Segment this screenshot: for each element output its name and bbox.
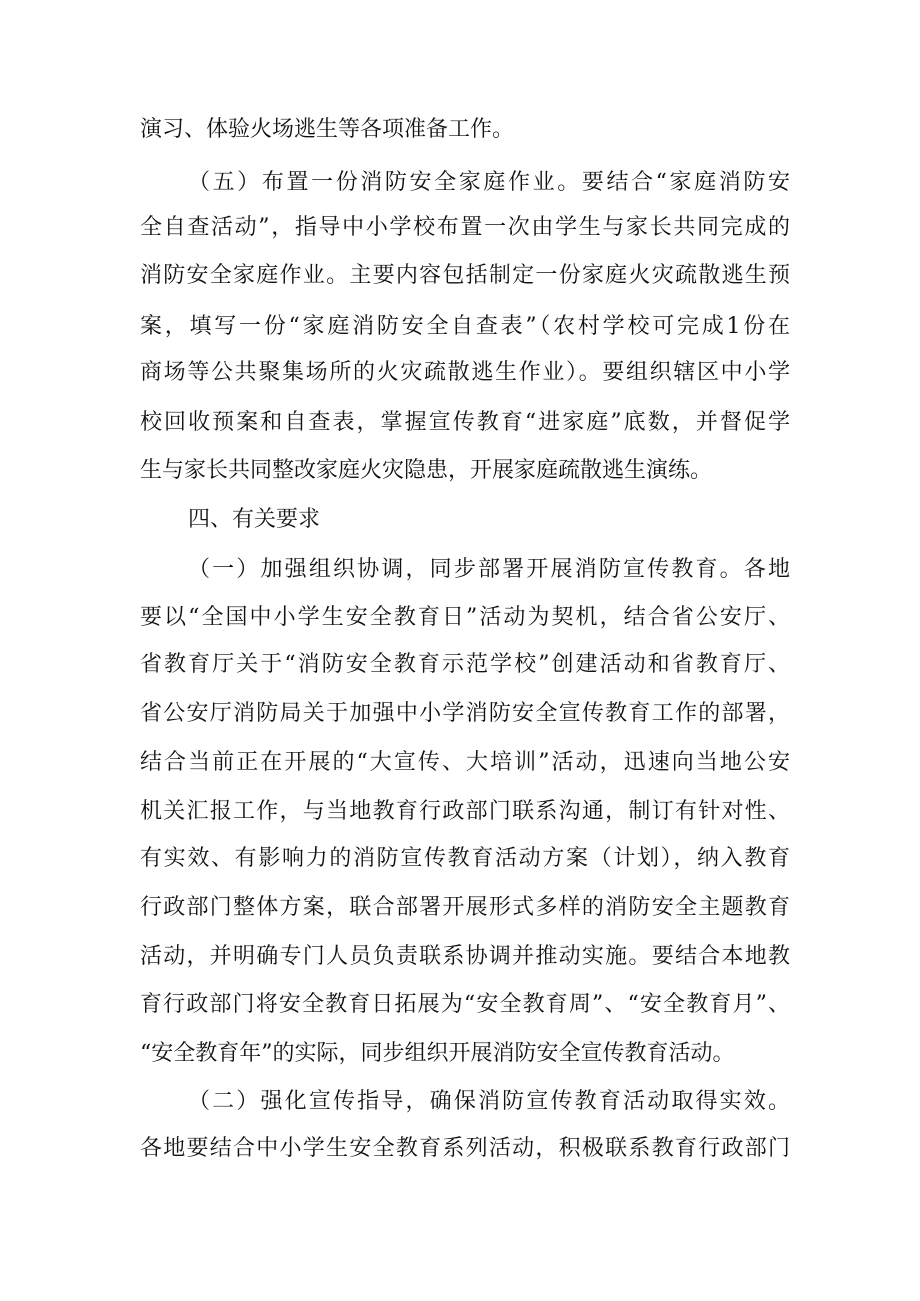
paragraph-line: 消防安全家庭作业。主要内容包括制定一份家庭火灾疏散逃生预 xyxy=(140,263,790,288)
paragraph-line: 省教育厅关于“消防安全教育示范学校”创建活动和省教育厅、 xyxy=(140,652,790,677)
paragraph-line: 演习、体验火场逃生等各项准备工作。 xyxy=(140,117,515,142)
paragraph-line: 机关汇报工作，与当地教育行政部门联系沟通，制订有针对性、 xyxy=(140,799,790,824)
paragraph-line: “安全教育年”的实际，同步组织开展消防安全宣传教育活动。 xyxy=(140,1041,735,1066)
paragraph-line: 育行政部门将安全教育日拓展为“安全教育周”、“安全教育月”、 xyxy=(140,992,790,1017)
paragraph-line: 全自查活动”，指导中小学校布置一次由学生与家长共同完成的 xyxy=(140,215,790,240)
paragraph-line: （二）强化宣传指导，确保消防宣传教育活动取得实效。 xyxy=(188,1089,790,1114)
paragraph-line: 要以“全国中小学生安全教育日”活动为契机，结合省公安厅、 xyxy=(140,605,790,630)
section-heading: 四、有关要求 xyxy=(188,507,321,532)
paragraph-line: （五）布置一份消防安全家庭作业。要结合“家庭消防安 xyxy=(188,170,790,195)
paragraph-line: 省公安厅消防局关于加强中小学消防安全宣传教育工作的部署， xyxy=(140,701,790,726)
paragraph-line: 行政部门整体方案，联合部署开展形式多样的消防安全主题教育 xyxy=(140,895,790,920)
paragraph-line: 校回收预案和自查表，掌握宣传教育“进家庭”底数，并督促学 xyxy=(140,410,790,435)
paragraph-line: 结合当前正在开展的“大宣传、大培训”活动，迅速向当地公安 xyxy=(140,750,790,775)
paragraph-line: （一）加强组织协调，同步部署开展消防宣传教育。各地 xyxy=(188,557,790,582)
paragraph-line: 各地要结合中小学生安全教育系列活动，积极联系教育行政部门 xyxy=(140,1136,790,1161)
paragraph-line: 案，填写一份“家庭消防安全自查表”（农村学校可完成1份在 xyxy=(140,314,790,339)
paragraph-line: 活动，并明确专门人员负责联系协调并推动实施。要结合本地教 xyxy=(140,944,790,969)
paragraph-line: 有实效、有影响力的消防宣传教育活动方案（计划），纳入教育 xyxy=(140,846,790,871)
paragraph-line: 商场等公共聚集场所的火灾疏散逃生作业）。要组织辖区中小学 xyxy=(140,360,790,385)
paragraph-line: 生与家长共同整改家庭火灾隐患，开展家庭疏散逃生演练。 xyxy=(140,458,713,483)
